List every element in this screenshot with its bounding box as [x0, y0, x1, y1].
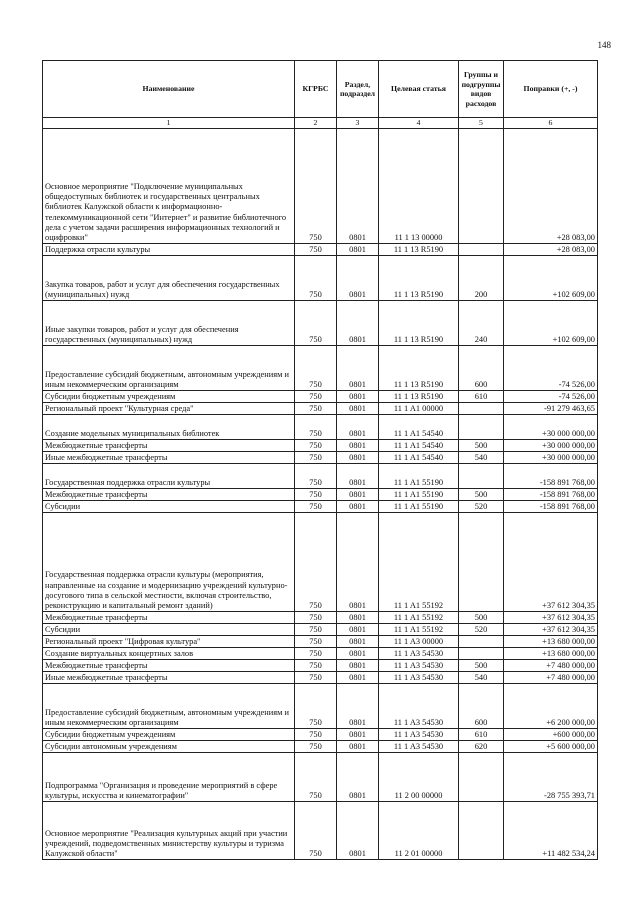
row-amount: +102 609,00 [504, 301, 598, 346]
row-razdel: 0801 [337, 464, 379, 489]
row-target: 11 1 A1 00000 [379, 403, 459, 415]
row-name: Основное мероприятие "Подключение муниципальных общедоступных библиотек и государственных центральных библиотек Калужской области к информационно-телекоммуникационной сети "Интернет" и развитие библиотечного дела с учетом задачи расширения информационных технологий и оцифровки" [43, 129, 295, 244]
row-razdel: 0801 [337, 648, 379, 660]
row-kgrbs: 750 [295, 301, 337, 346]
table-body [43, 129, 598, 860]
row-name: Субсидии [43, 501, 295, 513]
row-kgrbs: 750 [295, 636, 337, 648]
table-row [43, 256, 598, 301]
table-row [43, 452, 598, 464]
row-target: 11 1 13 R5190 [379, 256, 459, 301]
row-amount: +37 612 304,35 [504, 624, 598, 636]
row-group: 540 [459, 452, 504, 464]
table-row [43, 684, 598, 729]
row-name: Государственная поддержка отрасли культуры [43, 464, 295, 489]
row-amount: -158 891 768,00 [504, 501, 598, 513]
row-target: 11 1 A3 54530 [379, 672, 459, 684]
row-amount: -74 526,00 [504, 391, 598, 403]
row-amount: +102 609,00 [504, 256, 598, 301]
row-kgrbs: 750 [295, 346, 337, 391]
row-group: 620 [459, 741, 504, 753]
row-kgrbs: 750 [295, 741, 337, 753]
row-group: 600 [459, 346, 504, 391]
row-amount: -74 526,00 [504, 346, 598, 391]
row-kgrbs: 750 [295, 440, 337, 452]
row-kgrbs: 750 [295, 513, 337, 612]
header-kgrbs: КГРБС [295, 61, 337, 118]
header-amend: Поправки (+, -) [504, 61, 598, 118]
row-group: 500 [459, 489, 504, 501]
row-name: Предоставление субсидий бюджетным, автономным учреждениям и иным некоммерческим организациям [43, 684, 295, 729]
row-amount: +5 600 000,00 [504, 741, 598, 753]
row-amount: -91 279 463,65 [504, 403, 598, 415]
row-razdel: 0801 [337, 612, 379, 624]
table-header-row [43, 61, 598, 118]
row-kgrbs: 750 [295, 660, 337, 672]
row-target: 11 1 A1 55190 [379, 501, 459, 513]
row-group: 500 [459, 440, 504, 452]
row-target: 11 1 A3 54530 [379, 684, 459, 729]
table-row [43, 415, 598, 440]
row-razdel: 0801 [337, 672, 379, 684]
table-row [43, 741, 598, 753]
row-target: 11 1 A3 54530 [379, 648, 459, 660]
row-name: Предоставление субсидий бюджетным, автономным учреждениям и иным некоммерческим организациям [43, 346, 295, 391]
column-number: 4 [379, 118, 459, 129]
row-group: 520 [459, 501, 504, 513]
row-amount: +6 200 000,00 [504, 684, 598, 729]
header-group: Группы и подгруппы видов расходов [459, 61, 504, 118]
row-amount: +13 680 000,00 [504, 636, 598, 648]
row-name: Региональный проект "Культурная среда" [43, 403, 295, 415]
row-kgrbs: 750 [295, 612, 337, 624]
row-group: 500 [459, 612, 504, 624]
table-row [43, 513, 598, 612]
row-name: Подпрограмма "Организация и проведение мероприятий в сфере культуры, искусства и кинематографии" [43, 753, 295, 802]
row-kgrbs: 750 [295, 256, 337, 301]
row-kgrbs: 750 [295, 753, 337, 802]
row-kgrbs: 750 [295, 684, 337, 729]
row-razdel: 0801 [337, 129, 379, 244]
row-kgrbs: 750 [295, 403, 337, 415]
column-number-row [43, 118, 598, 129]
table-row [43, 403, 598, 415]
row-razdel: 0801 [337, 802, 379, 860]
row-name: Субсидии [43, 624, 295, 636]
row-group: 610 [459, 729, 504, 741]
row-target: 11 1 13 R5190 [379, 244, 459, 256]
table-row [43, 391, 598, 403]
row-amount: +30 000 000,00 [504, 415, 598, 440]
row-name: Иные закупки товаров, работ и услуг для обеспечения государственных (муниципальных) нужд [43, 301, 295, 346]
row-group [459, 636, 504, 648]
header-target: Целевая статья [379, 61, 459, 118]
row-name: Основное мероприятие "Реализация культурных акций при участии учреждений, подведомственных министерству культуры и туризма Калужской области" [43, 802, 295, 860]
row-amount: +7 480 000,00 [504, 672, 598, 684]
row-name: Создание модельных муниципальных библиотек [43, 415, 295, 440]
row-razdel: 0801 [337, 256, 379, 301]
row-group [459, 753, 504, 802]
column-number: 1 [43, 118, 295, 129]
row-target: 11 1 13 00000 [379, 129, 459, 244]
table-row [43, 753, 598, 802]
row-target: 11 1 A1 55190 [379, 464, 459, 489]
row-target: 11 1 A1 55192 [379, 513, 459, 612]
row-target: 11 1 A1 54540 [379, 415, 459, 440]
row-kgrbs: 750 [295, 244, 337, 256]
row-razdel: 0801 [337, 403, 379, 415]
table-row [43, 660, 598, 672]
row-amount: +11 482 534,24 [504, 802, 598, 860]
row-razdel: 0801 [337, 489, 379, 501]
table-row [43, 729, 598, 741]
row-target: 11 2 00 00000 [379, 753, 459, 802]
row-kgrbs: 750 [295, 501, 337, 513]
row-group [459, 513, 504, 612]
row-name: Субсидии автономным учреждениям [43, 741, 295, 753]
row-name: Субсидии бюджетным учреждениям [43, 391, 295, 403]
row-group [459, 802, 504, 860]
table-row [43, 624, 598, 636]
row-amount: +37 612 304,35 [504, 513, 598, 612]
row-group: 200 [459, 256, 504, 301]
row-amount: +600 000,00 [504, 729, 598, 741]
row-target: 11 1 A1 55190 [379, 489, 459, 501]
row-name: Межбюджетные трансферты [43, 440, 295, 452]
row-name: Субсидии бюджетным учреждениям [43, 729, 295, 741]
row-razdel: 0801 [337, 301, 379, 346]
row-name: Создание виртуальных концертных залов [43, 648, 295, 660]
row-razdel: 0801 [337, 660, 379, 672]
row-razdel: 0801 [337, 753, 379, 802]
table-row [43, 612, 598, 624]
row-name: Закупка товаров, работ и услуг для обеспечения государственных (муниципальных) нужд [43, 256, 295, 301]
row-group: 600 [459, 684, 504, 729]
row-target: 11 1 A3 54530 [379, 741, 459, 753]
column-number: 2 [295, 118, 337, 129]
row-amount: +30 000 000,00 [504, 452, 598, 464]
row-target: 11 1 13 R5190 [379, 301, 459, 346]
table-row [43, 648, 598, 660]
row-group: 540 [459, 672, 504, 684]
row-amount: +7 480 000,00 [504, 660, 598, 672]
row-razdel: 0801 [337, 452, 379, 464]
row-kgrbs: 750 [295, 802, 337, 860]
header-razdel: Раздел, подраздел [337, 61, 379, 118]
row-razdel: 0801 [337, 636, 379, 648]
header-name: Наименование [43, 61, 295, 118]
row-razdel: 0801 [337, 391, 379, 403]
budget-amendments-table [42, 60, 598, 860]
row-target: 11 1 13 R5190 [379, 391, 459, 403]
row-name: Межбюджетные трансферты [43, 612, 295, 624]
column-number: 6 [504, 118, 598, 129]
table-row [43, 501, 598, 513]
table-row [43, 440, 598, 452]
row-name: Межбюджетные трансферты [43, 660, 295, 672]
row-target: 11 1 A1 55192 [379, 612, 459, 624]
row-kgrbs: 750 [295, 415, 337, 440]
row-group: 500 [459, 660, 504, 672]
row-amount: +30 000 000,00 [504, 440, 598, 452]
column-number: 5 [459, 118, 504, 129]
table-row [43, 244, 598, 256]
row-kgrbs: 750 [295, 391, 337, 403]
row-kgrbs: 750 [295, 129, 337, 244]
row-group [459, 129, 504, 244]
row-razdel: 0801 [337, 244, 379, 256]
table-row [43, 346, 598, 391]
table-row [43, 802, 598, 860]
row-target: 11 1 A3 54530 [379, 660, 459, 672]
row-group [459, 244, 504, 256]
row-razdel: 0801 [337, 624, 379, 636]
row-name: Государственная поддержка отрасли культуры (мероприятия, направленные на создание и модернизацию учреждений культурно-досугового типа в сельской местности, включая строительство, реконструкцию и капитальный ремонт зданий) [43, 513, 295, 612]
row-target: 11 1 A3 00000 [379, 636, 459, 648]
row-amount: +13 680 000,00 [504, 648, 598, 660]
row-kgrbs: 750 [295, 464, 337, 489]
row-name: Региональный проект "Цифровая культура" [43, 636, 295, 648]
row-target: 11 2 01 00000 [379, 802, 459, 860]
row-name: Поддержка отрасли культуры [43, 244, 295, 256]
row-razdel: 0801 [337, 729, 379, 741]
row-kgrbs: 750 [295, 452, 337, 464]
row-amount: +28 083,00 [504, 244, 598, 256]
row-name: Иные межбюджетные трансферты [43, 672, 295, 684]
table-row [43, 636, 598, 648]
row-kgrbs: 750 [295, 624, 337, 636]
table-row [43, 464, 598, 489]
row-group [459, 415, 504, 440]
table-row [43, 672, 598, 684]
row-target: 11 1 A1 55192 [379, 624, 459, 636]
row-target: 11 1 A3 54530 [379, 729, 459, 741]
row-razdel: 0801 [337, 501, 379, 513]
row-razdel: 0801 [337, 513, 379, 612]
table-row [43, 129, 598, 244]
row-razdel: 0801 [337, 415, 379, 440]
row-group [459, 648, 504, 660]
row-amount: -158 891 768,00 [504, 489, 598, 501]
row-amount: +37 612 304,35 [504, 612, 598, 624]
row-target: 11 1 A1 54540 [379, 440, 459, 452]
row-razdel: 0801 [337, 440, 379, 452]
row-group: 610 [459, 391, 504, 403]
row-kgrbs: 750 [295, 648, 337, 660]
row-group [459, 403, 504, 415]
page-number: 148 [597, 40, 611, 50]
row-amount: -28 755 393,71 [504, 753, 598, 802]
row-razdel: 0801 [337, 346, 379, 391]
row-kgrbs: 750 [295, 489, 337, 501]
row-kgrbs: 750 [295, 729, 337, 741]
row-name: Иные межбюджетные трансферты [43, 452, 295, 464]
column-number: 3 [337, 118, 379, 129]
row-target: 11 1 13 R5190 [379, 346, 459, 391]
row-group: 520 [459, 624, 504, 636]
row-amount: -158 891 768,00 [504, 464, 598, 489]
table-row [43, 489, 598, 501]
row-name: Межбюджетные трансферты [43, 489, 295, 501]
row-razdel: 0801 [337, 684, 379, 729]
row-group: 240 [459, 301, 504, 346]
row-target: 11 1 A1 54540 [379, 452, 459, 464]
table-row [43, 301, 598, 346]
row-group [459, 464, 504, 489]
row-kgrbs: 750 [295, 672, 337, 684]
row-razdel: 0801 [337, 741, 379, 753]
row-amount: +28 083,00 [504, 129, 598, 244]
